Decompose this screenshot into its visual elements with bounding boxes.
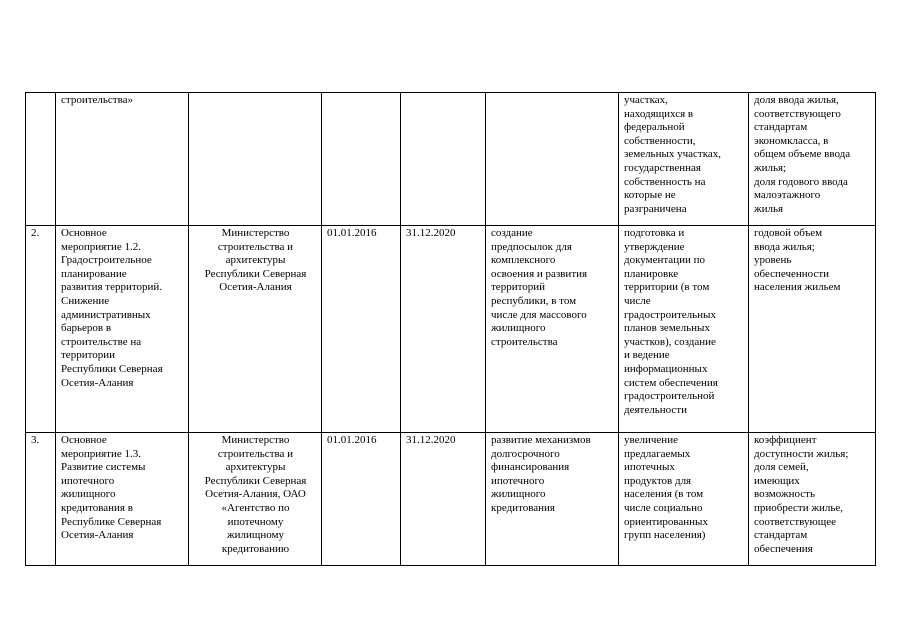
row-number-cell: 3. (26, 433, 56, 566)
table-row (26, 433, 876, 566)
executor-cell: Министерство строительства и архитектуры Республики Северная Осетия-Алания (189, 226, 322, 433)
start-date-cell: 01.01.2016 (322, 433, 401, 566)
end-date-cell: 31.12.2020 (401, 226, 486, 433)
row-number-cell (26, 93, 56, 226)
executor-cell: Министерство строительства и архитектуры Республики Северная Осетия-Алания, ОАО «Агентство по ипотечному жилищному кредитованию (189, 433, 322, 566)
main-directions-cell: участках, находящихся в федеральной собственности, земельных участках, государственная собственность на которые не разграничена (619, 93, 749, 226)
indicator-cell: доля ввода жилья, соответствующего стандартам экономкласса, в общем объеме ввода жилья; доля годового ввода малоэтажного жилья (749, 93, 876, 226)
activity-name-cell: строительства» (56, 93, 189, 226)
indicator-cell: коэффициент доступности жилья; доля семей, имеющих возможность приобрести жилье, соответствующее стандартам обеспечения (749, 433, 876, 566)
expected-result-cell: развитие механизмов долгосрочного финансирования ипотечного жилищного кредитования (486, 433, 619, 566)
main-directions-cell: увеличение предлагаемых ипотечных продуктов для населения (в том числе социально ориентированных групп населения) (619, 433, 749, 566)
table-row (26, 226, 876, 433)
start-date-cell: 01.01.2016 (322, 226, 401, 433)
table-row (26, 93, 876, 226)
end-date-cell: 31.12.2020 (401, 433, 486, 566)
main-directions-cell: подготовка и утверждение документации по планировке территории (в том числе градостроительных планов земельных участков), создание и ведение информационных систем обеспечения градостроительной деятельности (619, 226, 749, 433)
row-number-cell: 2. (26, 226, 56, 433)
expected-result-cell (486, 93, 619, 226)
activity-name-cell: Основное мероприятие 1.3. Развитие системы ипотечного жилищного кредитования в Республике Северная Осетия-Алания (56, 433, 189, 566)
end-date-cell (401, 93, 486, 226)
executor-cell (189, 93, 322, 226)
program-activities-table (25, 92, 876, 566)
activity-name-cell: Основное мероприятие 1.2. Градостроительное планирование развития территорий. Снижение административных барьеров в строительстве на территории Республики Северная Осетия-Алания (56, 226, 189, 433)
indicator-cell: годовой объем ввода жилья; уровень обеспеченности населения жильем (749, 226, 876, 433)
expected-result-cell: создание предпосылок для комплексного освоения и развития территорий республики, в том числе для массового жилищного строительства (486, 226, 619, 433)
start-date-cell (322, 93, 401, 226)
